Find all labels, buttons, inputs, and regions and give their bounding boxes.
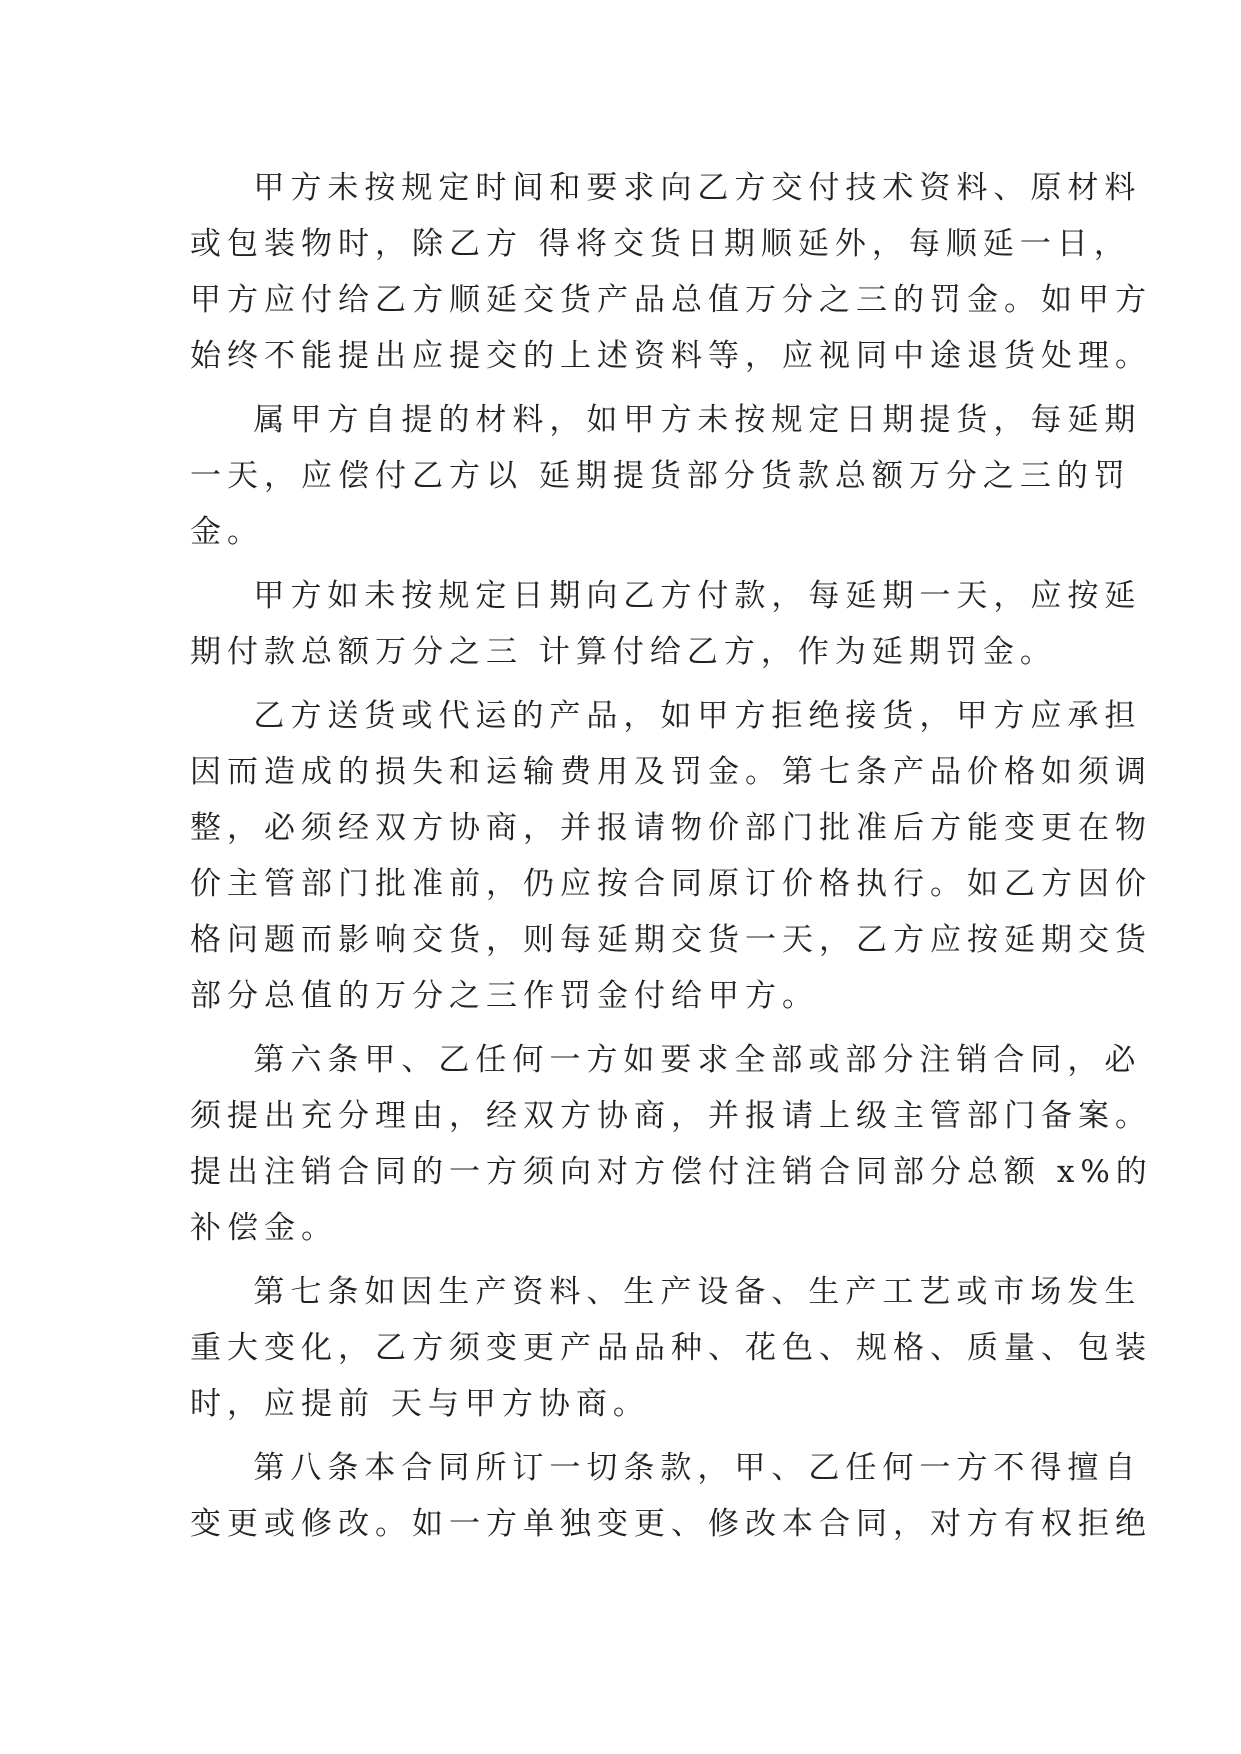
- text-line: 甲方如未按规定日期向乙方付款，每延期一天，应按延: [190, 578, 1142, 614]
- text-line: 部分总值的万分之三作罚金付给甲方。: [190, 978, 819, 1014]
- text-line: 或包装物时，除乙方 得将交货日期顺延外，每顺延一日，: [190, 226, 1131, 262]
- text-line: 须提出充分理由，经双方协商，并报请上级主管部门备案。: [190, 1098, 1152, 1134]
- text-line: 提出注销合同的一方须向对方偿付注销合同部分总额 x%的: [190, 1154, 1153, 1190]
- text-line: 始终不能提出应提交的上述资料等，应视同中途退货处理。: [190, 338, 1152, 374]
- text-line: 属甲方自提的材料，如甲方未按规定日期提货，每延期: [190, 402, 1142, 438]
- text-line: 变更或修改。如一方单独变更、修改本合同，对方有权拒绝: [190, 1506, 1152, 1542]
- text-line: 时，应提前 天与甲方协商。: [190, 1386, 650, 1422]
- text-line: 因而造成的损失和运输费用及罚金。第七条产品价格如须调: [190, 754, 1152, 790]
- text-line: 价主管部门批准前，仍应按合同原订价格执行。如乙方因价: [190, 866, 1152, 902]
- text-line: 一天，应偿付乙方以 延期提货部分货款总额万分之三的罚: [190, 458, 1131, 494]
- text-line: 甲方应付给乙方顺延交货产品总值万分之三的罚金。如甲方: [190, 282, 1152, 318]
- document-body: [190, 160, 1153, 1560]
- paragraph-7: [190, 1440, 1152, 1552]
- paragraph-1: [190, 160, 1152, 384]
- text-line: 格问题而影响交货，则每延期交货一天，乙方应按延期交货: [190, 922, 1152, 958]
- text-line: 整，必须经双方协商，并报请物价部门批准后方能变更在物: [190, 810, 1152, 846]
- paragraph-5: [190, 1032, 1153, 1256]
- text-line: 第七条如因生产资料、生产设备、生产工艺或市场发生: [190, 1274, 1142, 1310]
- text-line: 补偿金。: [190, 1210, 338, 1246]
- text-line: 金。: [190, 514, 264, 550]
- paragraph-6: [190, 1264, 1152, 1432]
- text-line: 第六条甲、乙任何一方如要求全部或部分注销合同，必: [190, 1042, 1142, 1078]
- paragraph-2: [190, 392, 1142, 560]
- text-line: 乙方送货或代运的产品，如甲方拒绝接货，甲方应承担: [190, 698, 1142, 734]
- paragraph-4: [190, 688, 1152, 1024]
- text-line: 甲方未按规定时间和要求向乙方交付技术资料、原材料: [190, 170, 1142, 206]
- text-line: 期付款总额万分之三 计算付给乙方，作为延期罚金。: [190, 634, 1057, 670]
- paragraph-3: [190, 568, 1142, 680]
- text-line: 第八条本合同所订一切条款，甲、乙任何一方不得擅自: [190, 1450, 1142, 1486]
- text-line: 重大变化，乙方须变更产品品种、花色、规格、质量、包装: [190, 1330, 1152, 1366]
